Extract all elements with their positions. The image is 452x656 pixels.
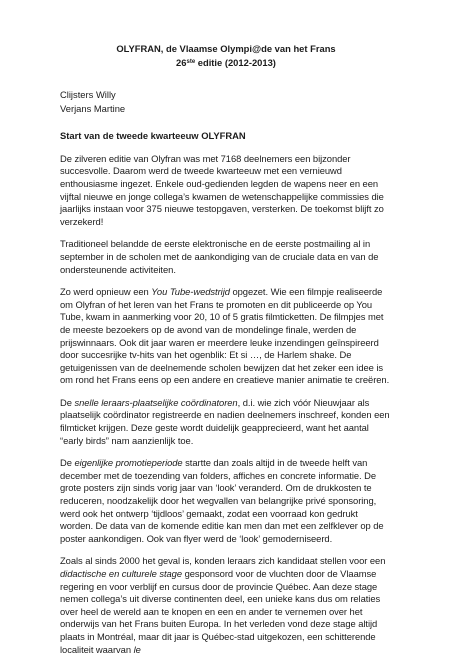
coordinators-term: snelle leraars-plaatselijke coördinatoren <box>74 396 238 408</box>
paragraph-5-text: startte dan zoals altijd in de tweede helft van december met de toezending van folders, affiches en concrete informatie. De grote posters zijn sinds vorig jaar van ‘look’ veranderd. Om de drukkosten te reduceren, noodzakelijk door het wegvallen van belangrijke privé sponsoring, werd ook het ontwerp ‘tijdloos’ gemaakt, zodat een voorraad kon gedrukt worden. De data van de komende editie kan men dan met een zelfklever op de poster aankondigen. Ook van flyer werd de ‘look’ gemoderniseerd. <box>60 457 384 544</box>
youtube-contest-term: You Tube-wedstrijd <box>151 286 230 298</box>
author-list <box>60 88 392 115</box>
edition-number: 26 <box>176 57 187 68</box>
document-title <box>60 42 392 70</box>
paragraph-6-text: gesponsord voor de vluchten door de Vlaamse regering en voor verblijf en cursus door de provincie Québec. Aan deze stage nemen collega’s uit diverse continenten deel, een unieke kans dus om relaties over heel de wereld aan te knopen en een en ander te vernemen over het onderwijs van het Frans buiten Europa. In het verleden vond deze stage altijd plaats in Montréal, maar dit jaar is Québec-stad uitgekozen, een schitterende localiteit waarvan <box>60 568 381 655</box>
author-name: Clijsters Willy <box>60 89 116 100</box>
paragraph-1: De zilveren editie van Olyfran was met 7168 deelnemers een bijzonder succesvolle. Daarom werd de tweede kwarteeuw met een vernieuwd enthousiasme ingezet. Enkele oud-gedienden legden de wapens neer en een vijftal nieuwe en jonge collega’s kwamen de wetenschappelijke commissies die jaarlijks instaan voor 375 nieuwe testopgaven, versterken. De toekomst blijft zo verzekerd! <box>60 152 384 227</box>
stage-term: didactische en culturele stage <box>60 568 183 579</box>
paragraph-5-text: De <box>60 457 75 469</box>
paragraph-3 <box>60 286 392 387</box>
paragraph-2: Traditioneel belandde de eerste elektronische en de eerste postmailing al in september in de scholen met de aankondiging van de cruciale data en van de ondersteunende activiteiten. <box>60 238 379 275</box>
paragraph-4-text: , d.i. wie zich vóór Nieuwjaar als plaatselijk coördinator registreerde en nadien deelnemers inschreef, konden een filmticket krijgen. Deze geste wordt duidelijk geapprecieerd, want het aantal “early birds” nam aanzienlijk toe. <box>60 396 390 446</box>
edition-subtitle: editie (2012-2013) <box>195 57 276 68</box>
trailing-italic-word: le <box>133 643 141 655</box>
author-name: Verjans Martine <box>60 102 126 114</box>
edition-ordinal-suffix: ste <box>186 59 196 65</box>
paragraph-6-text: Zoals al sinds 2000 het geval is, konden leraars zich kandidaat stellen voor een <box>60 555 386 567</box>
paragraph-4 <box>60 397 392 447</box>
paragraph-5 <box>60 457 392 545</box>
section-heading: Start van de tweede kwarteeuw OLYFRAN <box>60 130 246 142</box>
paragraph-4-text: De <box>60 396 75 408</box>
title-line-2 <box>60 56 392 70</box>
paragraph-3-text: Zo werd opnieuw een <box>60 286 152 298</box>
title-line-1: OLYFRAN, de Vlaamse Olympi@de van het Frans <box>116 43 336 54</box>
paragraph-3-text: opgezet. Wie een filmpje realiseerde om Olyfran of het leren van het Frans te promoten en dit publiceerde op You Tube, kwam in aanmerking voor 20, 10 of 5 gratis filmticketten. De filmpjes met de meeste bezoekers op de avond van de mondelinge finale, werden de prijswinnaars. Ook dit jaar waren er meerdere leuke inzendingen geïnspireerd door succesrijke tv-hits van het ogenblik: Et si …, de Harlem shake. De getuigenissen van de deelnemende scholen bewijzen dat het zeker een idee is om rond het Frans eens op een andere en creatieve manier animatie te creëren. <box>60 286 390 386</box>
paragraph-6 <box>60 555 392 656</box>
promotion-period-term: eigenlijke promotieperiode <box>74 457 183 469</box>
